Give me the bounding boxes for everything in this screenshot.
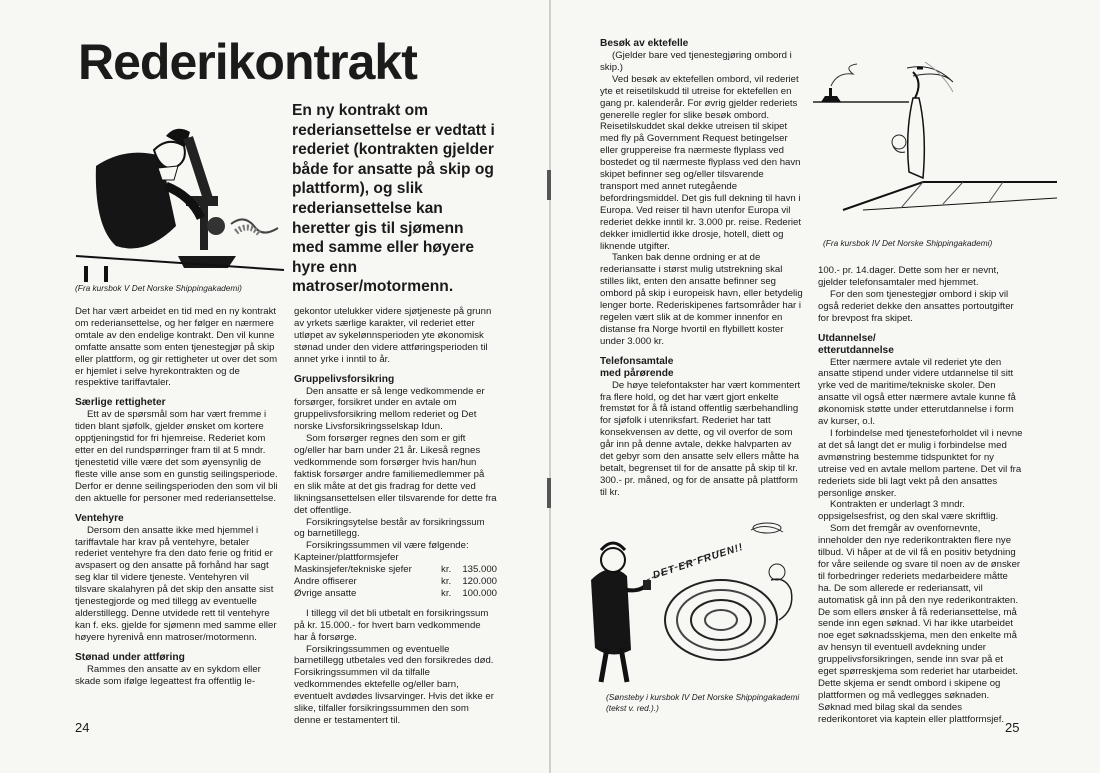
- table-cell: Øvrige ansatte: [294, 587, 357, 599]
- table-row: [294, 552, 497, 564]
- section-heading: Gruppelivsforsikring: [294, 373, 395, 385]
- table-row: [294, 576, 497, 588]
- paragraph: Den ansatte er så lenge vedkommende er forsørger, forsikret under en avtale om gruppelivsforsikring mellom rederiet og Det norske Livsforsikringsselskap Idun.: [294, 385, 485, 433]
- section-heading: Utdannelse/ etterutdannelse: [818, 332, 894, 356]
- cartoon-speech-text: DET ER FRUEN!!: [651, 541, 745, 582]
- table-cell: kr.: [441, 576, 452, 588]
- paragraph: Kontrakten er underlagt 3 mndr. oppsigelsesfrist, og den skal være skriftlig.: [818, 499, 999, 523]
- paragraph: For den som tjenestegjør ombord i skip vil også rederiet dekke den ansattes portoutgifter for brevpost fra skipet.: [818, 288, 1014, 324]
- paragraph: Tanken bak denne ordning er at de rederiansatte i størst mulig utstrekning skal stilles likt, enten den ansatte befinner seg ombord på skip i europeisk havn, eller betydelig lenger borte. Rederiskipenes fartsområder har i regelen vært slik at de kommer innenfor en distanse fra Norge hvortil en flybillett koster under 3.000 kr.: [600, 252, 803, 347]
- table-cell: Kapteiner/plattformsjefer: [294, 552, 399, 564]
- microscope-cartoon-illustration: [66, 106, 284, 282]
- paragraph: Rammes den ansatte av en sykdom eller skade som ifølge legeattest fra offentlig le-: [75, 663, 261, 687]
- paragraph: (Gjelder bare ved tjenestegjøring ombord i skip.): [600, 50, 792, 73]
- right-page: [551, 0, 1100, 773]
- left-page: [0, 0, 549, 773]
- right-column-2: [818, 265, 1023, 726]
- paragraph: gekontor utelukker videre sjøtjeneste på grunn av yrkets særlige karakter, vil rederiet etter utløpet av sykelønnsperioden yte økonomisk stønad under den videre attføringsperioden til annet yrke i inntil to år.: [294, 306, 492, 365]
- table-cell: 135.000: [462, 564, 497, 576]
- paragraph: I tillegg vil det bli utbetalt en forsikringssum på kr. 15.000.- for hvert barn vedkommende har å forsørge.: [294, 607, 489, 643]
- lead-paragraph: En ny kontrakt om rederiansettelse er vedtatt i rederiet (kontrakten gjelder både for ansatte på skip og plattform), og slik rederiansettelse kan heretter gis til sjømenn med samme eller høyere hyre enn matroser/motormenn.: [292, 102, 495, 296]
- section-heading: Stønad under attføring: [75, 651, 185, 663]
- paragraph: Forsikringssummen og eventuelle barnetillegg utbetales ved den forsikredes død. Forsikringssummen vil da tilfalle vedkommendes ektefelle og/eller barn, eventuelt avdødes livsarvinger. Hvis det ikke er slike, tilfaller forsikringssummen den som denne er testamentert til.: [294, 643, 494, 726]
- table-cell: kr.: [441, 564, 452, 576]
- paragraph: I forbindelse med tjenesteforholdet vil i nevne at det så langt det er mulig i forbindelse med avmønstring bestemme tidspunktet for ny utreise ved en avtale mellom partene. Det vil fra rederiets side bli lagt vekt på den ansattes personlige ønsker.: [818, 427, 1023, 499]
- paragraph: Etter nærmere avtale vil rederiet yte den ansatte stipend under videre utdannelse til sitt yrke ved de maritime/tekniske skoler. Den ansatte vil også etter nærmere avtale kunne få økonomisk støtte under etterutdannelse i form av kurser, o.l.: [818, 356, 1016, 428]
- left-column-2: [294, 306, 497, 727]
- section-heading: Særlige rettigheter: [75, 397, 166, 409]
- table-cell: Maskinsjefer/tekniske sjefer: [294, 564, 412, 576]
- paragraph: Ett av de spørsmål som har vært fremme i tiden blant sjøfolk, gjelder ønsket om kortere opptjeningstid for fri hjemreise. Rederiet kom etter en del rundspørringer fram til at 5 mndr. tjenestetid ville være det som øyensynlig de fleste ville anse som en gunstig seilingsperiode. Derfor er denne seilingsperioden den som vil bli den aktuelle for personer med rederiansettelse.: [75, 409, 278, 504]
- table-cell: [454, 552, 497, 564]
- paragraph: De høye telefontakster har vært kommentert fra flere hold, og det har vært gjort enkelte fremstøt for å få istand offentlig særbehandling for sjøfolk i utenriksfart. Rederiet har tatt konsekvensen av dette, og vil overfor de som går inn på denne avtale, dekke halvparten av det gebyr som den ansatte selv ellers måtte ha betalt, begrenset til for de ansatte på skip til kr. 300.- pr. måned, og for de ansatte på plattform til kr.: [600, 379, 801, 498]
- page-number: 24: [75, 720, 90, 735]
- illustration-caption: (Fra kursbok IV Det Norske Shippingakademi): [823, 238, 993, 248]
- table-cell: 120.000: [462, 576, 497, 588]
- intro-paragraph: Det har vært arbeidet en tid med en ny kontrakt om rederiansettelse, og her følger en nærmere omtale av den endelige kontrakt. Den vil kunne omfatte ansatte som enten tjenestegjør på skip eller plattform, og gir rettigheter ut over det som er hjemlet i selve hyrekontrakten og de respektive tariffavtaler.: [75, 306, 278, 389]
- table-cell: 100.000: [462, 587, 497, 599]
- paragraph: Dersom den ansatte ikke med hjemmel i tariffavtale har krav på ventehyre, betaler rederiet ventehyre fra den dato ferie og fritid er avspasert og den ansatte på forhånd har sagt seg klar til videre tjeneste. Ventehyren vil tilsvare skalahyren på det skip den ansatte sist tjenestegjorde og med tillegg av eventuelle alderstillegg. Denne utvidede rett til ventehyre kan f. eks. gjelde for sjømenn med samme eller høyere hyrenivå enn matroser/motormenn.: [75, 524, 277, 643]
- article-title: Rederikontrakt: [78, 34, 417, 90]
- table-cell: Andre offiserer: [294, 576, 357, 588]
- section-heading: Besøk av ektefelle: [600, 38, 689, 49]
- paragraph: Forsikringsytelse består av forsikringssum og barnetillegg.: [294, 516, 485, 540]
- table-row: [294, 564, 497, 576]
- section-heading: Ventehyre: [75, 512, 124, 524]
- right-column-1: [600, 38, 803, 499]
- telephone-cartoon-illustration: [571, 520, 813, 688]
- paragraph: Forsikringssummen vil være følgende:: [306, 540, 469, 552]
- table-row: [294, 588, 497, 600]
- page-number: 25: [1005, 720, 1020, 735]
- insurance-sum-table: [294, 552, 497, 600]
- paragraph: 100.- pr. 14.dager. Dette som her er nevnt, gjelder telefonsamtaler med hjemmet.: [818, 265, 999, 288]
- left-column-1: [75, 306, 280, 687]
- section-heading: Telefonsamtale med pårørende: [600, 355, 674, 379]
- illustration-caption: (Fra kursbok V Det Norske Shippingakademi): [75, 283, 242, 293]
- paragraph: Ved besøk av ektefellen ombord, vil rederiet yte et reisetilskudd til utreise for ektefellen en gang pr. kalenderår. For øvrig gjelder rederiets generelle regler for slike besøk ombord. Reisetilskuddet skal dekke utreisen til skipet med fly på Government Request betingelser eller gruppereise fra nærmeste flyplass ved bostedet og til nærmeste flyplass ved den havn skipet befinner seg og/eller tilsvarende transport med annet rutegående befordringsmiddel. Det gis full dekning til havn i Europa. Ved reiser til havn utenfor Europa vil rederiet dekke inntil kr. 3.000 pr. reise. Rederiet dekker imidlertid ikke drosje, hotell, diett og liknende utgifter.: [600, 73, 802, 252]
- paragraph: Som det fremgår av ovenfornevnte, inneholder den nye rederikontrakten flere nye tilbud. Vi håper at de vil få en positiv betydning for våre seilende og svare til noen av de ønsker til forbedringer rederiets medarbeidere måtte ha. De som allerede er rederiansatt, vil automatisk gå inn på den nye rederikontrakten. De som ellers ønsker å få rederiansettelse, må sende inn egen søknad. Vi har ikke utarbeidet noe eget søknadsskjema, men den enkelte må av hensyn til eventuell avdekning under gruppelivsforsikringen, sende inn svar på et eget spørreskjema som rederiet har utarbeidet. Dette skjema er sendt ombord i skipene og plattformen og må vedlegges søknaden. Søknad med bilag skal da sendes rederikontoret via kaptein eller plattformsjef.: [818, 523, 1021, 725]
- illustration-caption: (Sønsteby i kursbok IV Det Norske Shippingakademi (tekst v. red.).): [606, 692, 800, 713]
- table-cell: kr.: [441, 587, 452, 599]
- paragraph: Som forsørger regnes den som er gift og/eller har barn under 21 år. Likeså regnes vedkommende som forsørger hvis han/hun faktisk forsørger andre familiemedlemmer på en slik måte at det gis fradrag for dette ved likningsansettelsen eller tilsvarende for dette fra det offentlige.: [294, 433, 497, 516]
- bride-on-shore-illustration: [813, 62, 1057, 230]
- table-cell: [441, 552, 454, 564]
